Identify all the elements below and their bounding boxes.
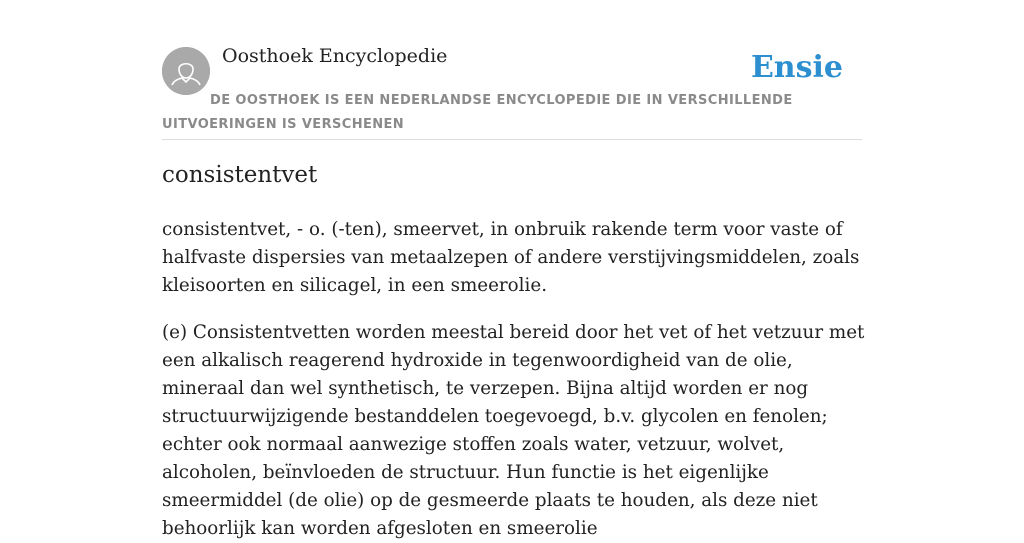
source-tagline: DE OOSTHOEK IS EEN NEDERLANDSE ENCYCLOPEDIE DIE IN VERSCHILLENDE UITVOERINGEN IS VERSCHENEN <box>162 93 793 132</box>
user-silhouette-icon[interactable] <box>162 47 210 95</box>
article-paragraph: consistentvet, - o. (-ten), smeervet, in onbruik rakende term voor vaste of halfvaste dispersies van metaalzepen of andere verstijvingsmiddelen, zoals kleisoorten en silicagel, in een smeerolie. <box>162 219 860 296</box>
content-column <box>162 0 865 539</box>
brand-logo[interactable]: Ensie <box>750 50 843 85</box>
article-paragraph: (e) Consistentvetten worden meestal bereid door het vet of het vetzuur met een alkalisch reagerend hydroxide in tegenwoordigheid van de olie, mineraal dan wel synthetisch, te verzepen. Bijna altijd worden er nog structuurwijzigende bestanddelen toegevoegd, b.v. glycolen en fenolen; echter ook normaal aanwezige stoffen zoals water, vetzuur, wolvet, alcoholen, beïnvloeden de structuur. Hun functie is het eigenlijke smeermiddel (de olie) op de gesmeerde plaats te houden, als deze niet behoorlijk kan worden afgesloten en smeerolie <box>162 322 865 539</box>
article-title: consistentvet <box>162 162 318 188</box>
source-header <box>162 0 862 140</box>
source-name[interactable]: Oosthoek Encyclopedie <box>222 45 448 67</box>
